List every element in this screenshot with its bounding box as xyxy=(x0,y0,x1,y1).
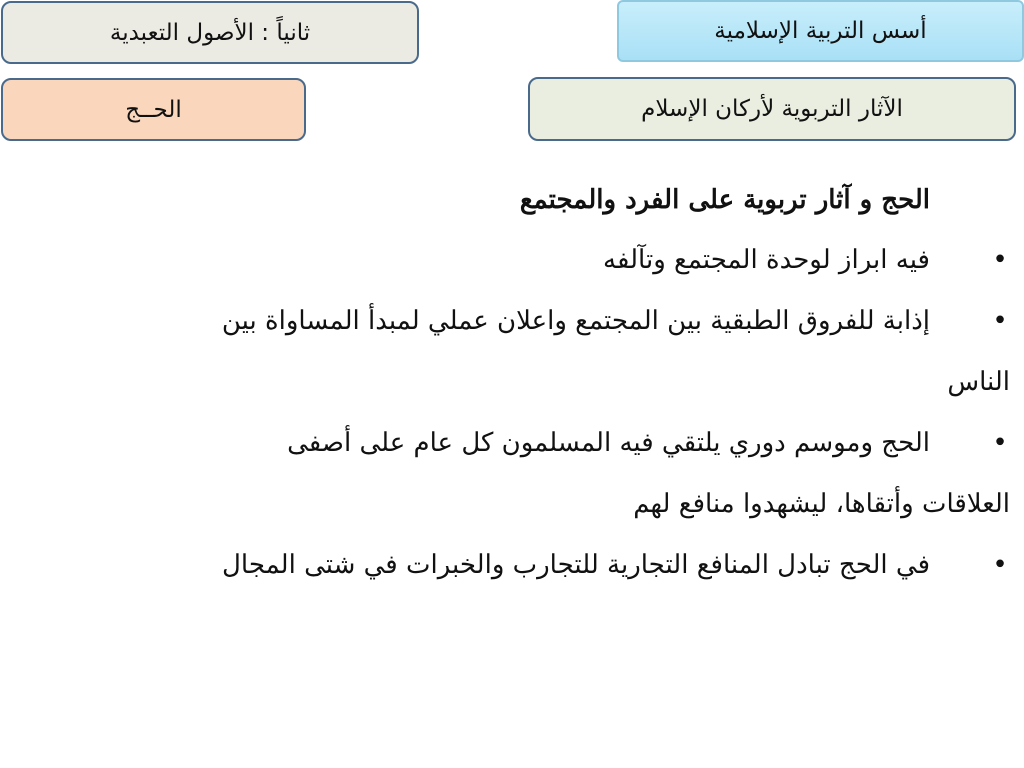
bullet-icon: • xyxy=(992,245,1008,275)
slide-content xyxy=(20,170,1010,596)
bullet-item xyxy=(20,291,1010,413)
bullet-icon: • xyxy=(992,306,1008,336)
subject-title-box xyxy=(617,0,1024,62)
bullet-icon: • xyxy=(992,550,1008,580)
subtopic-title: الحــج xyxy=(125,96,182,123)
bullet-item xyxy=(20,535,1010,596)
bullet-item xyxy=(20,413,1010,535)
subject-title: أسس التربية الإسلامية xyxy=(714,18,927,44)
topic-title-box xyxy=(528,77,1016,141)
topic-title: الآثار التربوية لأركان الإسلام xyxy=(641,96,903,122)
bullet-icon: • xyxy=(992,428,1008,458)
bullet-text: الحج وموسم دوري يلتقي فيه المسلمون كل عام على أصفى xyxy=(287,428,930,458)
bullet-text: في الحج تبادل المنافع التجارية للتجارب والخبرات في شتى المجال xyxy=(222,550,930,580)
subtopic-title-box xyxy=(1,78,306,141)
bullet-text-continuation: العلاقات وأتقاها، ليشهدوا منافع لهم xyxy=(633,489,1010,519)
bullet-text-continuation: الناس xyxy=(947,367,1010,397)
section-title-box xyxy=(1,1,419,64)
content-heading: الحج و آثار تربوية على الفرد والمجتمع xyxy=(519,185,930,215)
bullet-text: فيه ابراز لوحدة المجتمع وتآلفه xyxy=(603,245,930,275)
bullet-item xyxy=(20,230,1010,291)
bullet-text: إذابة للفروق الطبقية بين المجتمع واعلان عملي لمبدأ المساواة بين xyxy=(221,306,930,336)
section-title: ثانياً : الأصول التعبدية xyxy=(109,19,311,46)
